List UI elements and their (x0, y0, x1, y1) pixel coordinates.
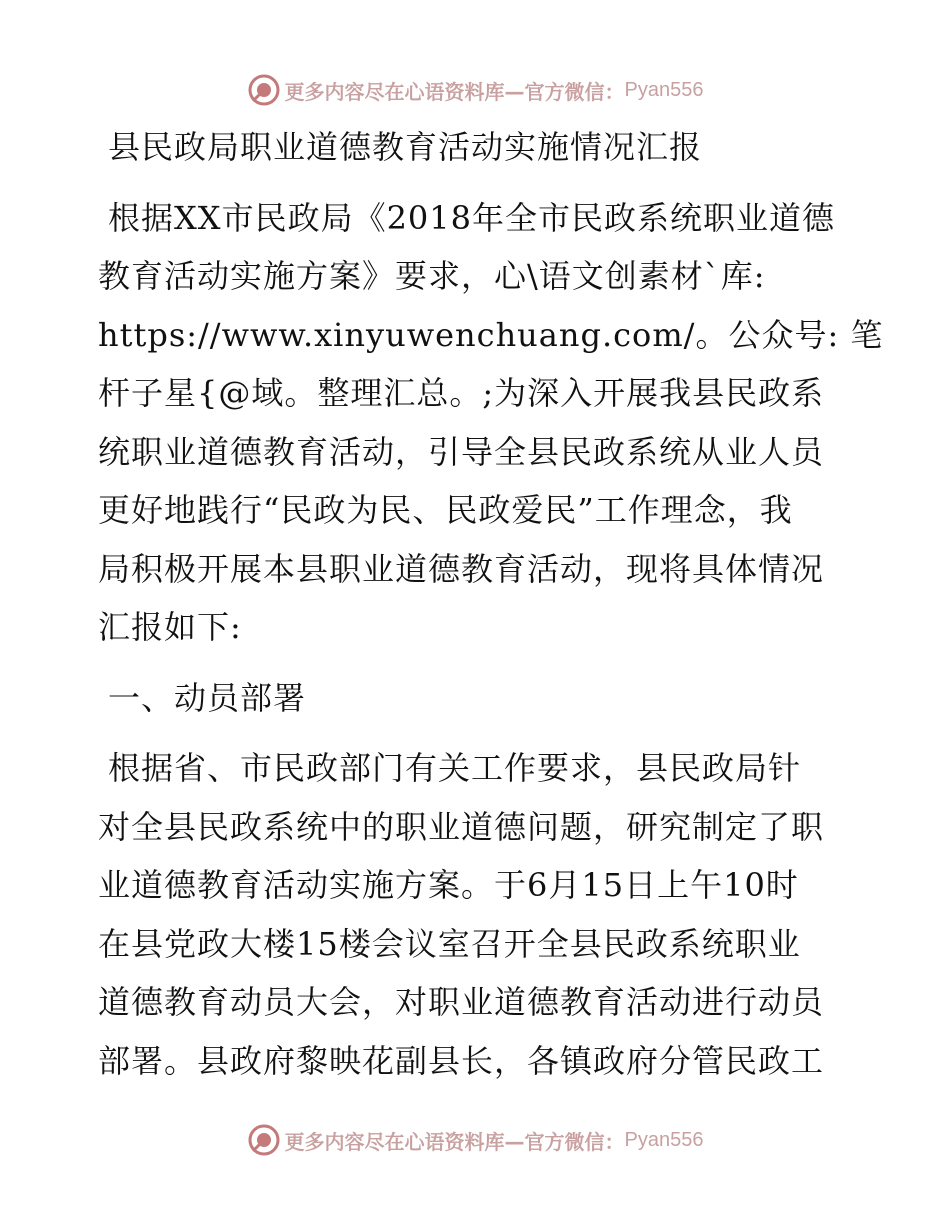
watermark-header (0, 70, 950, 110)
watermark-footer (0, 1120, 950, 1160)
watermark-wechat-id: Pyan556 (624, 1128, 704, 1151)
paragraph-line: 教育活动实施方案》要求，心\语文创素材`库: (98, 257, 766, 295)
document-title: 县民政局职业道德教育活动实施情况汇报 (108, 128, 703, 166)
watermark-text: 更多内容尽在心语资料库—官方微信： (284, 1129, 625, 1154)
paragraph-line: https://www.xinyuwenchuang.com/。公众号: 笔 (98, 315, 884, 354)
paragraph-line: 道德教育动员大会，对职业道德教育活动进行动员 (98, 983, 825, 1021)
paragraph-line: 根据省、市民政部门有关工作要求，县民政局针 (108, 749, 802, 787)
logo-icon (247, 1123, 281, 1157)
paragraph-line: 汇报如下: (98, 608, 242, 646)
paragraph-line: 统职业道德教育活动，引导全县民政系统从业人员 (98, 432, 825, 471)
document-body (98, 118, 884, 1090)
watermark-wechat-id: Pyan556 (624, 78, 704, 101)
paragraph-2 (98, 739, 858, 1090)
paragraph-line: 业道德教育活动实施方案。于6月15日上午10时 (98, 866, 799, 904)
paragraph-line: 更好地践行“民政为民、民政爱民”工作理念，我 (98, 491, 793, 529)
paragraph-line: 对全县民政系统中的职业道德问题，研究制定了职 (98, 807, 825, 846)
paragraph-1 (98, 189, 884, 657)
paragraph-line: 杆子星{@域。整理汇总。;为深入开展我县民政系 (98, 374, 825, 412)
paragraph-line: 根据XX市民政局《2018年全市民政系统职业道德 (108, 198, 836, 237)
logo-icon (247, 73, 281, 107)
section-heading: 一、动员部署 (108, 678, 307, 717)
paragraph-line: 在县党政大楼15楼会议室召开全县民政系统职业 (98, 924, 801, 963)
watermark-text: 更多内容尽在心语资料库—官方微信： (284, 79, 625, 104)
paragraph-line: 部署。县政府黎映花副县长，各镇政府分管民政工 (98, 1041, 825, 1080)
paragraph-line: 局积极开展本县职业道德教育活动，现将具体情况 (98, 549, 825, 588)
